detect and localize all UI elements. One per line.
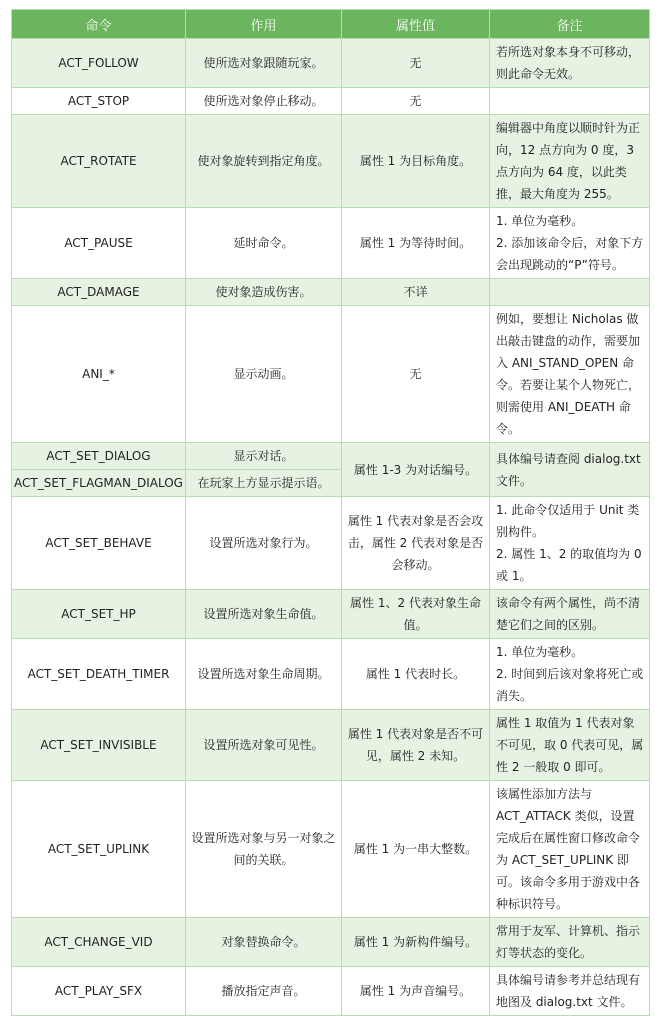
command-table	[11, 9, 650, 1016]
cell-attribute: 属性 1 为等待时间。	[342, 208, 490, 279]
cell-command: ACT_SET_DIALOG	[12, 443, 186, 470]
cell-effect: 设置所选对象可见性。	[186, 710, 342, 781]
cell-attribute: 属性 1 为一串大整数。	[342, 781, 490, 918]
cell-effect: 显示动画。	[186, 306, 342, 443]
cell-effect: 对象替换命令。	[186, 918, 342, 967]
table-row	[12, 639, 650, 710]
cell-effect: 延时命令。	[186, 208, 342, 279]
cell-attribute: 属性 1 代表时长。	[342, 639, 490, 710]
cell-attribute: 无	[342, 306, 490, 443]
header-attribute: 属性值	[342, 10, 490, 39]
cell-command: ANI_*	[12, 306, 186, 443]
cell-attribute: 无	[342, 88, 490, 115]
cell-command: ACT_STOP	[12, 88, 186, 115]
cell-note: 常用于友军、计算机、指示灯等状态的变化。	[490, 918, 650, 967]
cell-effect: 播放指定声音。	[186, 967, 342, 1016]
table-row	[12, 443, 650, 470]
cell-effect: 设置所选对象生命值。	[186, 590, 342, 639]
cell-attribute: 属性 1 为新构件编号。	[342, 918, 490, 967]
cell-note: 1. 单位为毫秒。 2. 时间到后该对象将死亡或消失。	[490, 639, 650, 710]
cell-attribute: 属性 1 代表对象是否会攻击，属性 2 代表对象是否会移动。	[342, 497, 490, 590]
cell-effect: 使对象造成伤害。	[186, 279, 342, 306]
cell-note: 该属性添加方法与 ACT_ATTACK 类似，设置完成后在属性窗口修改命令为 ACT_SET_UPLINK 即可。该命令多用于游戏中各种标识符号。	[490, 781, 650, 918]
header-note: 备注	[490, 10, 650, 39]
cell-effect: 设置所选对象与另一对象之间的关联。	[186, 781, 342, 918]
table-row	[12, 306, 650, 443]
cell-attribute: 属性 1 代表对象是否不可见，属性 2 未知。	[342, 710, 490, 781]
header-command: 命令	[12, 10, 186, 39]
cell-command: ACT_SET_BEHAVE	[12, 497, 186, 590]
cell-command: ACT_SET_FLAGMAN_DIALOG	[12, 470, 186, 497]
cell-command: ACT_ROTATE	[12, 115, 186, 208]
cell-command: ACT_DAMAGE	[12, 279, 186, 306]
header-effect: 作用	[186, 10, 342, 39]
cell-attribute: 不详	[342, 279, 490, 306]
cell-effect: 使所选对象跟随玩家。	[186, 39, 342, 88]
cell-note: 若所选对象本身不可移动，则此命令无效。	[490, 39, 650, 88]
table-row	[12, 115, 650, 208]
table-row	[12, 710, 650, 781]
table-row	[12, 497, 650, 590]
header-row	[12, 10, 650, 39]
cell-effect: 使所选对象停止移动。	[186, 88, 342, 115]
cell-effect: 在玩家上方显示提示语。	[186, 470, 342, 497]
table-row	[12, 781, 650, 918]
cell-command: ACT_SET_DEATH_TIMER	[12, 639, 186, 710]
cell-command: ACT_PAUSE	[12, 208, 186, 279]
cell-attribute: 属性 1 为声音编号。	[342, 967, 490, 1016]
cell-effect: 设置所选对象生命周期。	[186, 639, 342, 710]
cell-command: ACT_PLAY_SFX	[12, 967, 186, 1016]
table-row	[12, 88, 650, 115]
cell-command: ACT_CHANGE_VID	[12, 918, 186, 967]
table-row	[12, 590, 650, 639]
table-row	[12, 967, 650, 1016]
cell-effect: 设置所选对象行为。	[186, 497, 342, 590]
cell-note: 具体编号请参考并总结现有地图及 dialog.txt 文件。	[490, 967, 650, 1016]
cell-effect: 使对象旋转到指定角度。	[186, 115, 342, 208]
cell-note: 编辑器中角度以顺时针为正向，12 点方向为 0 度，3 点方向为 64 度，以此类推，最大角度为 255。	[490, 115, 650, 208]
cell-command: ACT_FOLLOW	[12, 39, 186, 88]
cell-attribute: 属性 1-3 为对话编号。	[342, 443, 490, 497]
table-row	[12, 39, 650, 88]
command-table-wrapper	[11, 9, 649, 1016]
cell-attribute: 属性 1、2 代表对象生命值。	[342, 590, 490, 639]
table-row	[12, 208, 650, 279]
cell-note: 1. 此命令仅适用于 Unit 类别构件。 2. 属性 1、2 的取值均为 0 或 1。	[490, 497, 650, 590]
cell-note	[490, 279, 650, 306]
cell-note: 1. 单位为毫秒。 2. 添加该命令后，对象下方会出现跳动的“P”符号。	[490, 208, 650, 279]
cell-attribute: 属性 1 为目标角度。	[342, 115, 490, 208]
table-row	[12, 279, 650, 306]
cell-command: ACT_SET_HP	[12, 590, 186, 639]
cell-note: 属性 1 取值为 1 代表对象不可见，取 0 代表可见，属性 2 一般取 0 即可。	[490, 710, 650, 781]
cell-note: 具体编号请查阅 dialog.txt 文件。	[490, 443, 650, 497]
cell-effect: 显示对话。	[186, 443, 342, 470]
cell-note: 例如，要想让 Nicholas 做出敲击键盘的动作，需要加入 ANI_STAND_OPEN 命令。若要让某个人物死亡，则需使用 ANI_DEATH 命令。	[490, 306, 650, 443]
cell-note: 该命令有两个属性，尚不清楚它们之间的区别。	[490, 590, 650, 639]
table-row	[12, 918, 650, 967]
cell-command: ACT_SET_UPLINK	[12, 781, 186, 918]
cell-note	[490, 88, 650, 115]
cell-command: ACT_SET_INVISIBLE	[12, 710, 186, 781]
cell-attribute: 无	[342, 39, 490, 88]
